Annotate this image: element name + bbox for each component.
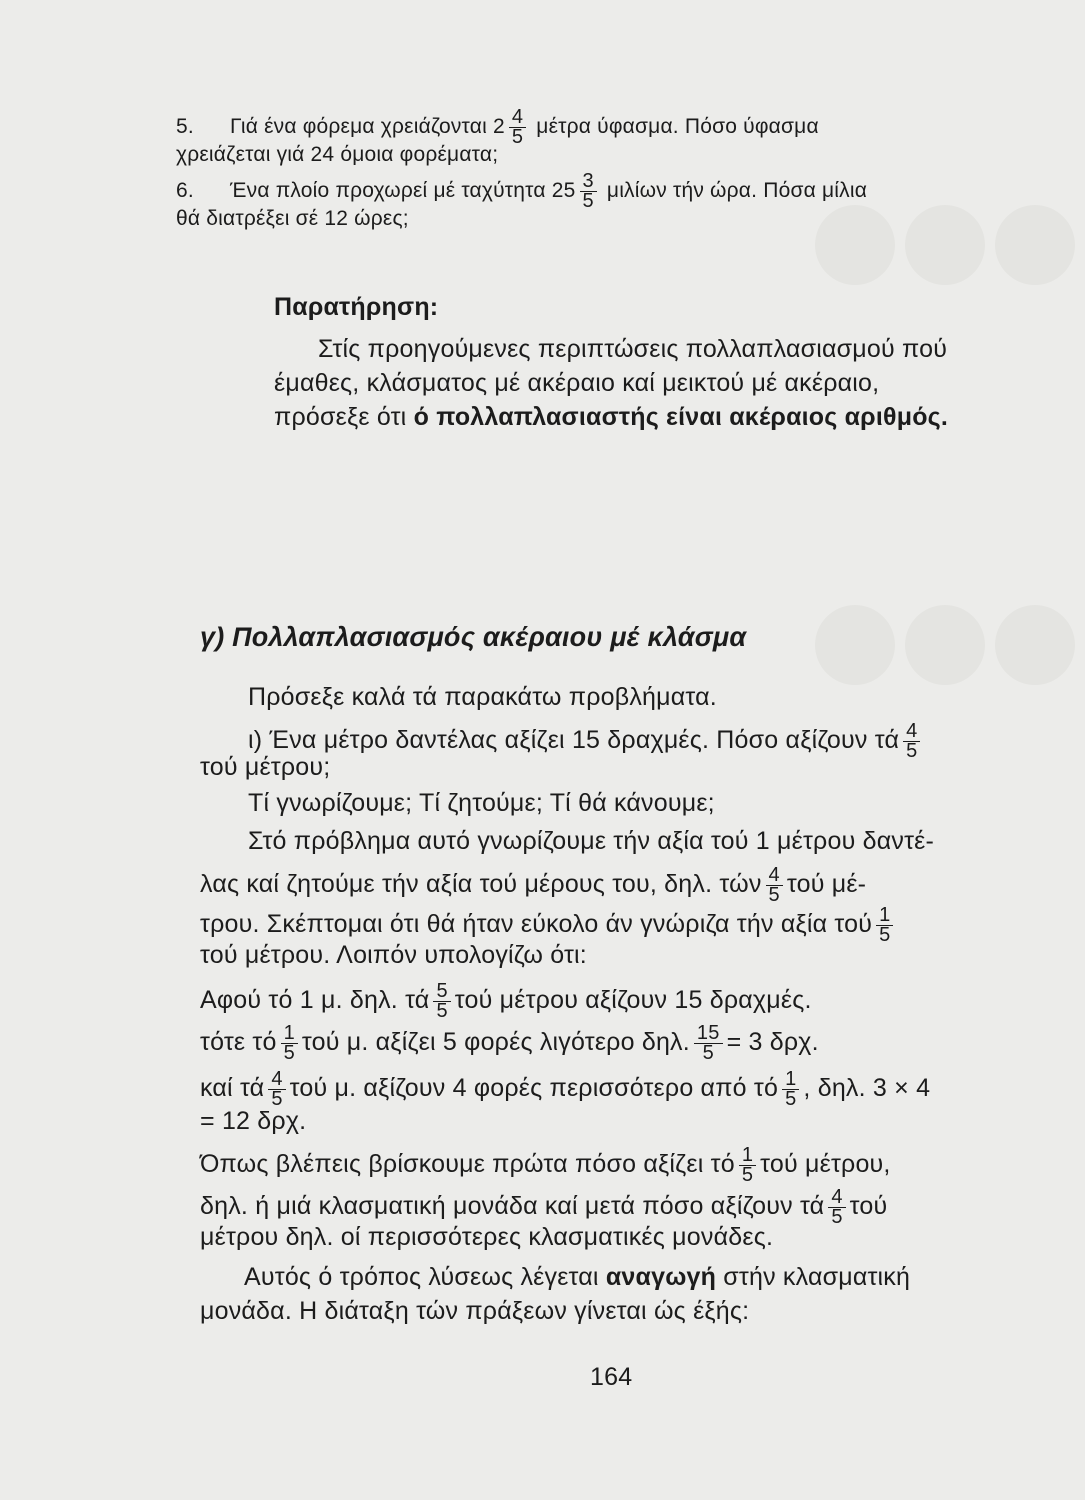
body-line-6: [200, 866, 866, 905]
exercise-text: μέτρα ύφασμα. Πόσο ύφασμα: [536, 115, 819, 139]
bleed-through-shape: [815, 605, 895, 685]
body-line-10: [200, 1024, 819, 1063]
fraction: $\frac{3}{5}$: [580, 172, 597, 211]
note-emphasis: ό πολλαπλασιαστής είναι ακέραιος αριθμός.: [413, 403, 949, 431]
body-line-9: [200, 982, 812, 1021]
body-line-12: = 12 δρχ.: [200, 1107, 307, 1135]
bleed-through-shape: [905, 605, 985, 685]
note-text: πρόσεξε ότι: [274, 403, 407, 431]
bleed-through-shape: [995, 605, 1075, 685]
body-text: ι) Ένα μέτρο δαντέλας αξίζει 15 δραχμές. Πόσο αξίζουν τά: [248, 726, 900, 755]
bleed-through-shape: [815, 205, 895, 285]
body-line-17: μονάδα. Η διάταξη τών πράξεων γίνεται ώς έξής:: [200, 1297, 750, 1325]
body-line-13: [200, 1146, 891, 1185]
fraction: $\frac{4}{5}$: [509, 108, 526, 147]
body-line-2: [248, 722, 924, 761]
body-text: λας καί ζητούμε τήν αξία τού μέρους του, δηλ. τών: [200, 870, 762, 899]
fraction: $\frac{4}{5}$: [268, 1070, 285, 1109]
body-text: τού μ. αξίζει 5 φορές λιγότερο δηλ.: [301, 1028, 690, 1057]
bleed-through-shape: [905, 205, 985, 285]
fraction: $\frac{4}{5}$: [828, 1188, 845, 1227]
body-text: = 3 δρχ.: [726, 1028, 819, 1057]
fraction: $\frac{1}{5}$: [281, 1024, 298, 1063]
body-text: στήν κλασματική: [723, 1263, 911, 1291]
note-heading: Παρατήρηση:: [274, 293, 439, 321]
body-line-11: [200, 1070, 930, 1109]
note-line-3: [274, 402, 948, 432]
exercise-text: Γιά ένα φόρεμα χρειάζονται 2: [229, 115, 505, 139]
fraction: $\frac{15}{5}$: [694, 1024, 723, 1063]
fraction: $\frac{4}{5}$: [903, 722, 920, 761]
body-line-8: τού μέτρου. Λοιπόν υπολογίζω ότι:: [200, 941, 587, 969]
body-line-16: [244, 1262, 910, 1292]
body-text: τού μέτρου αξίζουν 15 δραχμές.: [454, 986, 812, 1015]
fraction: $\frac{1}{5}$: [782, 1070, 799, 1109]
body-line-1: Πρόσεξε καλά τά παρακάτω προβλήματα.: [248, 683, 717, 711]
exercise-text: Ένα πλοίο προχωρεί μέ ταχύτητα 25: [229, 179, 576, 203]
exercise-number: 5.: [176, 115, 194, 139]
bleed-through-shape: [995, 205, 1075, 285]
body-text: Αυτός ό τρόπος λύσεως λέγεται: [244, 1263, 599, 1291]
body-text: τού μ. αξίζουν 4 φορές περισσότερο από τό: [289, 1074, 779, 1103]
body-text: τού μέτρου,: [760, 1150, 891, 1179]
fraction: $\frac{5}{5}$: [433, 982, 450, 1021]
body-text: Αφού τό 1 μ. δηλ. τά: [200, 986, 430, 1015]
body-line-3: τού μέτρου;: [200, 753, 331, 781]
body-text: τού μέ-: [786, 870, 867, 899]
body-text: τότε τό: [200, 1028, 277, 1057]
section-title: γ) Πολλαπλασιασμός ακέραιου μέ κλάσμα: [200, 622, 747, 652]
exercise-5-line-2: χρειάζεται γιά 24 όμοια φορέματα;: [176, 143, 499, 166]
body-text: καί τά: [200, 1074, 265, 1103]
body-text: Όπως βλέπεις βρίσκουμε πρώτα πόσο αξίζει τό: [200, 1150, 735, 1179]
note-line-1: Στίς προηγούμενες περιπτώσεις πολλαπλασιασμού πού: [318, 335, 948, 363]
note-line-2: έμαθες, κλάσματος μέ ακέραιο καί μεικτού μέ ακέραιο,: [274, 369, 880, 397]
fraction: $\frac{1}{5}$: [876, 906, 893, 945]
body-line-5: Στό πρόβλημα αυτό γνωρίζουμε τήν αξία τού 1 μέτρου δαντέ-: [248, 827, 935, 855]
body-text: δηλ. ή μιά κλασματική μονάδα καί μετά πόσο αξίζουν τά: [200, 1192, 825, 1221]
body-line-15: μέτρου δηλ. οί περισσότερες κλασματικές μονάδες.: [200, 1223, 774, 1251]
page-number: 164: [590, 1363, 633, 1391]
fraction: $\frac{1}{5}$: [739, 1146, 756, 1185]
fraction: $\frac{4}{5}$: [766, 866, 783, 905]
exercise-6-line-2: θά διατρέξει σέ 12 ώρες;: [176, 207, 409, 230]
body-text: τρου. Σκέπτομαι ότι θά ήταν εύκολο άν γνώριζα τήν αξία τού: [200, 910, 873, 939]
body-line-4: Τί γνωρίζουμε; Τί ζητούμε; Τί θά κάνουμε;: [248, 789, 715, 817]
body-text: , δηλ. 3 × 4: [803, 1074, 931, 1103]
exercise-number: 6.: [176, 179, 194, 203]
body-text: τού: [849, 1192, 888, 1221]
exercise-text: μιλίων τήν ώρα. Πόσα μίλια: [606, 179, 868, 203]
key-term: αναγωγή: [605, 1263, 717, 1291]
